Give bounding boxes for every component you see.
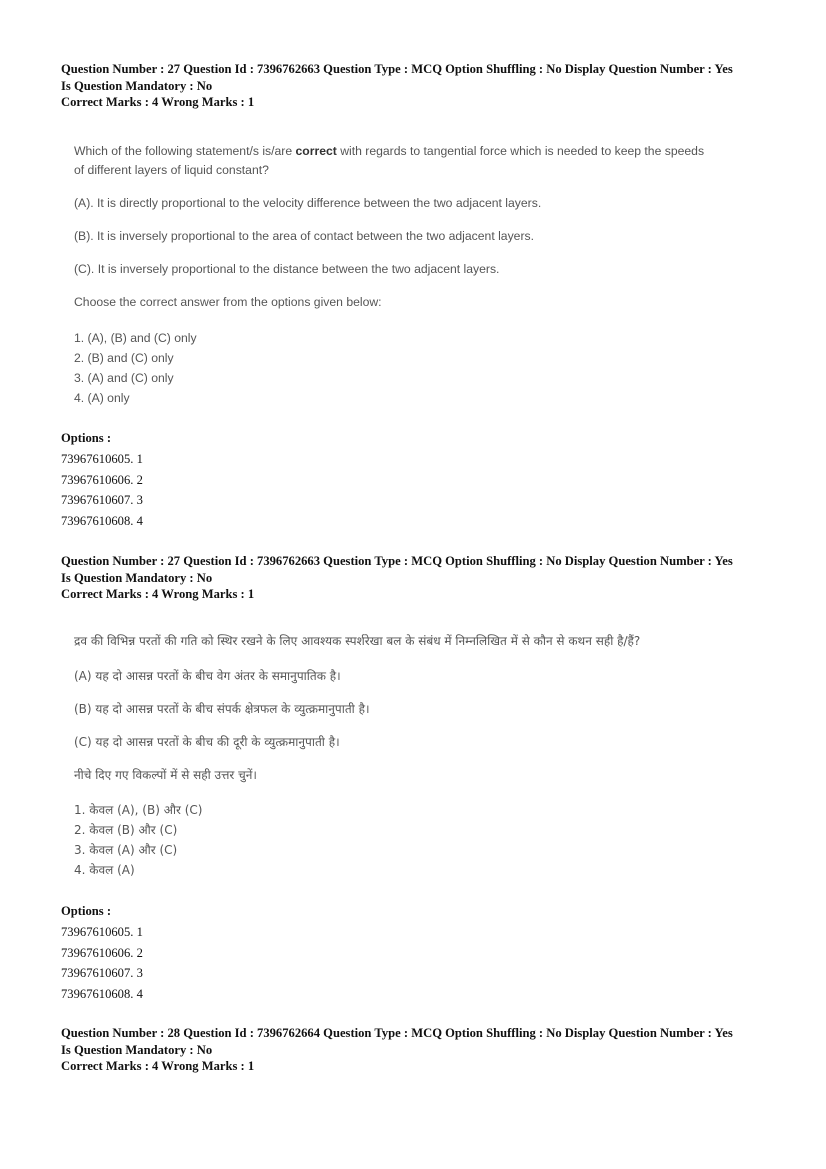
- answer-choice: 4. केवल (A): [74, 863, 135, 877]
- option-id: 73967610605. 1: [61, 925, 143, 939]
- instruction: नीचे दिए गए विकल्पों में से सही उत्तर चुनें।: [74, 768, 257, 782]
- question-meta-line: Is Question Mandatory : No: [61, 570, 213, 585]
- statement: (A) यह दो आसन्न परतों के बीच वेग अंतर के समानुपातिक है।: [74, 669, 341, 683]
- question-meta: [61, 553, 781, 603]
- statement: (B). It is inversely proportional to the area of contact between the two adjacent layers.: [74, 229, 534, 243]
- statement: (C). It is inversely proportional to the distance between the two adjacent layers.: [74, 262, 500, 276]
- question-text-english: [74, 142, 774, 412]
- statement: (B) यह दो आसन्न परतों के बीच संपर्क क्षेत्रफल के व्युत्क्रमानुपाती है।: [74, 702, 370, 716]
- options-label: Options :: [61, 904, 112, 918]
- question-meta-line: Question Number : 28 Question Id : 7396762664 Question Type : MCQ Option Shuffling : No Display Question Number : Yes: [61, 1026, 733, 1040]
- instruction: Choose the correct answer from the options given below:: [74, 295, 382, 309]
- question-meta-line: Question Number : 27 Question Id : 7396762663 Question Type : MCQ Option Shuffling : No Display Question Number : Yes: [61, 554, 733, 568]
- answer-choice: 1. केवल (A), (B) और (C): [74, 803, 203, 817]
- statement: (C) यह दो आसन्न परतों के बीच की दूरी के व्युत्क्रमानुपाती है।: [74, 735, 340, 749]
- options-list: [61, 922, 143, 1004]
- statement: (A). It is directly proportional to the velocity difference between the two adjacent layers.: [74, 196, 542, 210]
- answer-choice: 3. (A) and (C) only: [74, 371, 174, 385]
- question-stem: द्रव की विभिन्न परतों की गति को स्थिर रखने के लिए आवश्यक स्पर्शरेखा बल के संबंध में निम्नलिखित में से कौन से कथन सही है/हैं?: [74, 634, 641, 648]
- answer-choices: [74, 800, 202, 880]
- answer-choice: 3. केवल (A) और (C): [74, 843, 178, 857]
- option-id: 73967610608. 4: [61, 513, 143, 528]
- question-meta-line: Correct Marks : 4 Wrong Marks : 1: [61, 95, 255, 109]
- option-id: 73967610608. 4: [61, 986, 143, 1001]
- answer-choice: 1. (A), (B) and (C) only: [74, 331, 197, 345]
- option-id: 73967610605. 1: [61, 452, 143, 466]
- answer-choices: [74, 328, 197, 408]
- question-text-hindi: [74, 632, 774, 882]
- question-stem: Which of the following statement/s is/are correct with regards to tangential force which is needed to keep the speeds of different layers of liquid constant?: [74, 144, 705, 177]
- question-meta: [61, 1025, 781, 1075]
- answer-choice: 2. केवल (B) और (C): [74, 823, 178, 837]
- option-id: 73967610606. 2: [61, 472, 143, 487]
- answer-choice: 4. (A) only: [74, 391, 130, 405]
- answer-choice: 2. (B) and (C) only: [74, 351, 174, 365]
- option-id: 73967610606. 2: [61, 945, 143, 960]
- question-meta-line: Correct Marks : 4 Wrong Marks : 1: [61, 1059, 255, 1073]
- options-list: [61, 449, 143, 531]
- option-id: 73967610607. 3: [61, 493, 143, 507]
- question-meta: [61, 61, 781, 111]
- question-meta-line: Question Number : 27 Question Id : 7396762663 Question Type : MCQ Option Shuffling : No Display Question Number : Yes: [61, 62, 733, 76]
- question-meta-line: Is Question Mandatory : No: [61, 78, 213, 93]
- options-label: Options :: [61, 431, 112, 445]
- question-meta-line: Is Question Mandatory : No: [61, 1042, 213, 1057]
- question-meta-line: Correct Marks : 4 Wrong Marks : 1: [61, 587, 255, 601]
- option-id: 73967610607. 3: [61, 966, 143, 980]
